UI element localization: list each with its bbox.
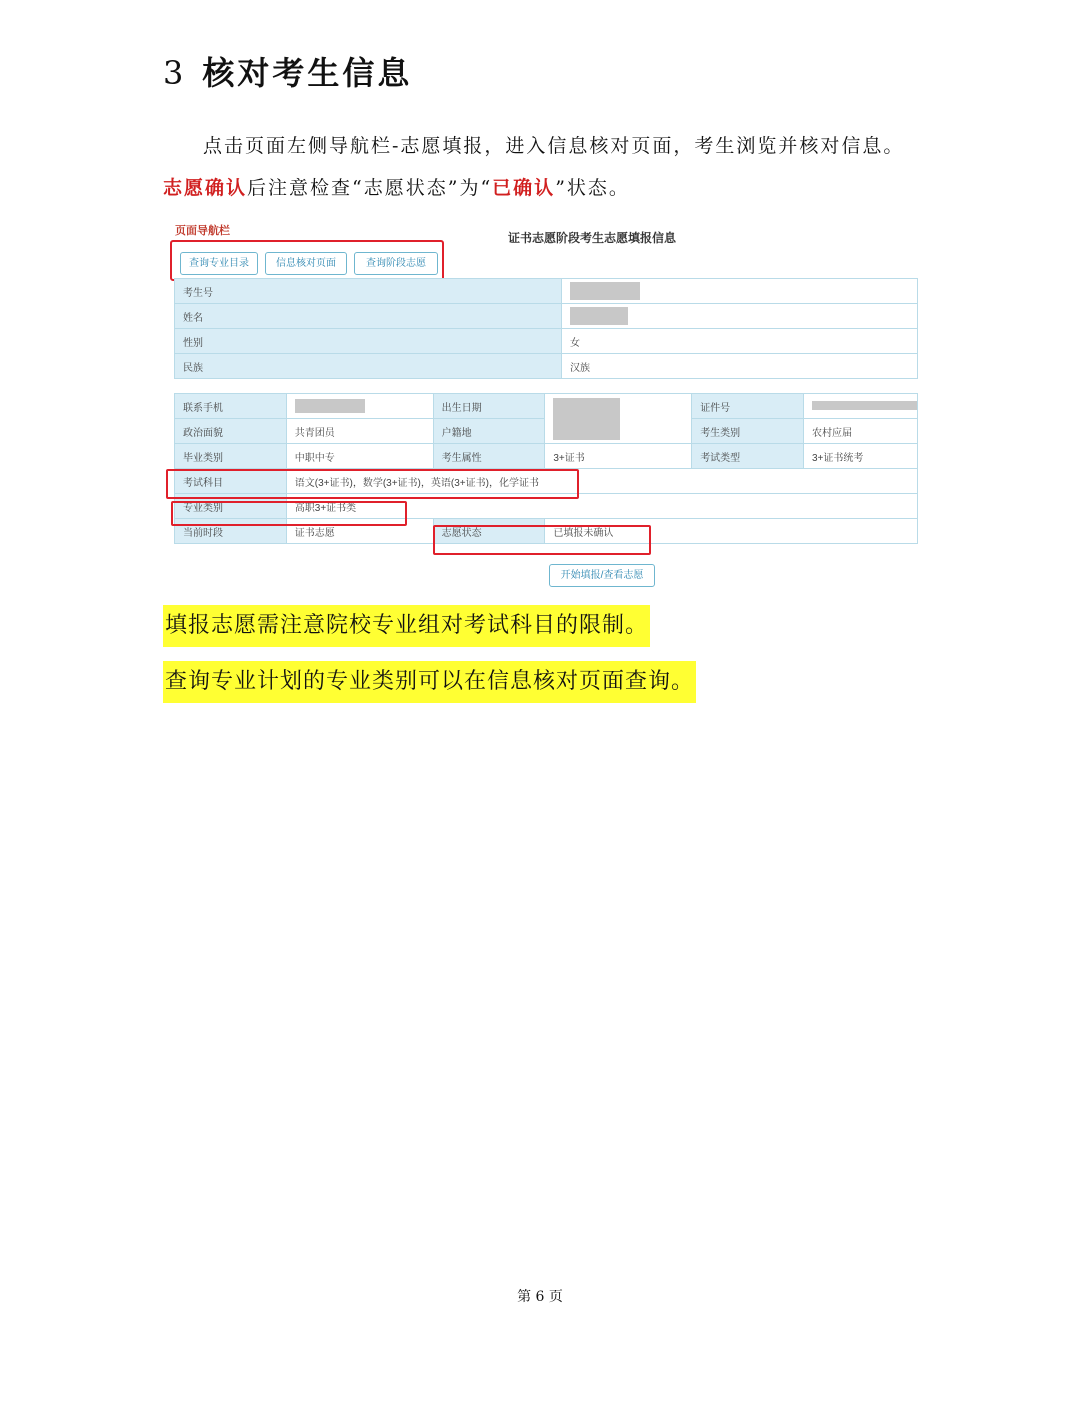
redacted-block bbox=[553, 398, 620, 440]
value-major-category: 高职3+证书类 bbox=[286, 494, 917, 519]
instruction-end: ”状态。 bbox=[555, 177, 630, 199]
major-category-highlight-box bbox=[171, 501, 407, 526]
value-political-status: 共青团员 bbox=[286, 419, 433, 444]
query-major-catalog-button[interactable]: 查询专业目录 bbox=[180, 252, 258, 275]
label-id-number: 证件号 bbox=[692, 394, 804, 419]
emphasis-confirm: 志愿确认 bbox=[163, 177, 248, 199]
exam-subjects-highlight-box bbox=[166, 469, 579, 499]
value-current-period: 证书志愿 bbox=[286, 519, 433, 544]
value-name bbox=[562, 304, 918, 329]
instruction-paragraph bbox=[163, 125, 923, 209]
value-graduation-category: 中职中专 bbox=[286, 444, 433, 469]
section-number: 3 bbox=[163, 54, 187, 92]
label-birthdate: 出生日期 bbox=[433, 394, 545, 419]
choice-status-highlight-box bbox=[433, 525, 651, 555]
page-number: 6 bbox=[535, 1289, 545, 1305]
table-row bbox=[175, 354, 918, 379]
label-exam-subjects: 考试科目 bbox=[175, 469, 287, 494]
value-gender: 女 bbox=[562, 329, 918, 354]
value-phone bbox=[286, 394, 433, 419]
label-name: 姓名 bbox=[175, 304, 562, 329]
redacted-block bbox=[570, 282, 640, 300]
footer-prefix: 第 bbox=[517, 1289, 532, 1305]
instruction-line-1: 点击页面左侧导航栏-志愿填报，进入信息核对页面，考生浏览并核对信息。 bbox=[203, 135, 905, 157]
note-major-category-query: 查询专业计划的专业类别可以在信息核对页面查询。 bbox=[163, 661, 696, 703]
table-row bbox=[175, 444, 918, 469]
label-gender: 性别 bbox=[175, 329, 562, 354]
label-political-status: 政治面貌 bbox=[175, 419, 287, 444]
instruction-mid: 后注意检查“志愿状态”为“ bbox=[247, 177, 493, 199]
info-check-screenshot bbox=[168, 218, 918, 590]
redacted-block bbox=[812, 401, 917, 410]
label-graduation-category: 毕业类别 bbox=[175, 444, 287, 469]
label-exam-type: 考试类型 bbox=[692, 444, 804, 469]
redacted-block bbox=[570, 307, 628, 325]
nav-label: 页面导航栏 bbox=[175, 224, 230, 237]
label-choice-status: 志愿状态 bbox=[433, 519, 545, 544]
page-footer bbox=[0, 1286, 1080, 1306]
value-exam-subjects: 语文(3+证书)，数学(3+证书)，英语(3+证书)，化学证书 bbox=[286, 469, 917, 494]
instruction-line-2 bbox=[163, 167, 923, 209]
value-exam-type: 3+证书统考 bbox=[804, 444, 918, 469]
value-id-number bbox=[804, 394, 918, 419]
label-household: 户籍地 bbox=[433, 419, 545, 444]
table-row bbox=[175, 394, 918, 419]
footer-suffix: 页 bbox=[548, 1289, 563, 1305]
label-ethnicity: 民族 bbox=[175, 354, 562, 379]
value-candidate-category: 农村应届 bbox=[804, 419, 918, 444]
label-candidate-attribute: 考生属性 bbox=[433, 444, 545, 469]
label-exam-number: 考生号 bbox=[175, 279, 562, 304]
label-major-category: 专业类别 bbox=[175, 494, 287, 519]
value-ethnicity: 汉族 bbox=[562, 354, 918, 379]
value-candidate-attribute: 3+证书 bbox=[545, 444, 692, 469]
query-stage-choices-button[interactable]: 查询阶段志愿 bbox=[354, 252, 438, 275]
table-row bbox=[175, 304, 918, 329]
table-row bbox=[175, 279, 918, 304]
basic-info-table bbox=[174, 278, 918, 379]
value-choice-status: 已填报未确认 bbox=[545, 519, 918, 544]
table-row bbox=[175, 329, 918, 354]
section-title: 核对考生信息 bbox=[202, 54, 413, 92]
info-check-page-button[interactable]: 信息核对页面 bbox=[265, 252, 347, 275]
value-exam-number bbox=[562, 279, 918, 304]
label-candidate-category: 考生类别 bbox=[692, 419, 804, 444]
redacted-block bbox=[295, 399, 365, 413]
section-heading bbox=[163, 48, 412, 94]
emphasis-confirmed-status: 已确认 bbox=[492, 177, 556, 199]
label-phone: 联系手机 bbox=[175, 394, 287, 419]
start-fill-view-choices-button[interactable]: 开始填报/查看志愿 bbox=[549, 564, 655, 587]
label-current-period: 当前时段 bbox=[175, 519, 287, 544]
value-birthdate bbox=[545, 394, 692, 444]
screenshot-title: 证书志愿阶段考生志愿填报信息 bbox=[508, 231, 677, 245]
note-exam-subject-limit: 填报志愿需注意院校专业组对考试科目的限制。 bbox=[163, 605, 650, 647]
